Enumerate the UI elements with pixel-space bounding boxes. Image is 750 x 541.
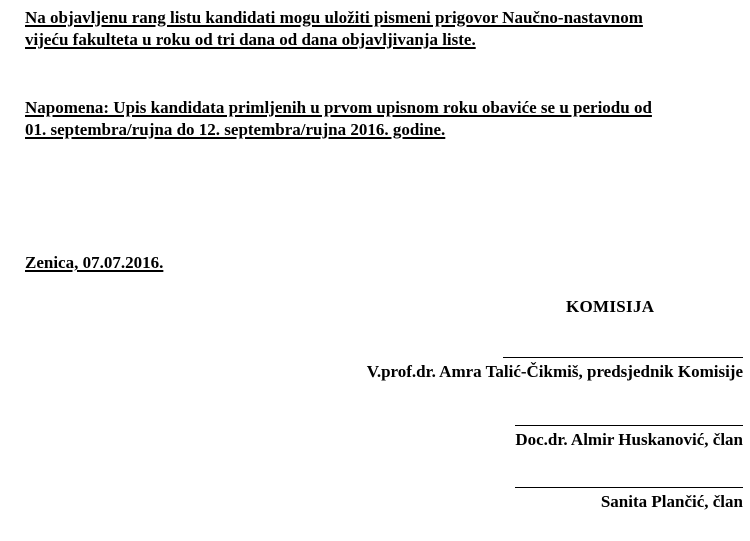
place-date: Zenica, 07.07.2016.	[25, 253, 164, 272]
objection-line-1: Na objavljenu rang listu kandidati mogu uložiti pismeni prigovor Naučno-nastavnom	[25, 8, 643, 27]
commission-title: KOMISIJA	[566, 297, 655, 316]
note-line-1: Napomena: Upis kandidata primljenih u prvom upisnom roku obaviće se u periodu od	[25, 98, 652, 117]
commission-member-name: Doc.dr. Almir Huskanović, član	[515, 430, 743, 449]
objection-line-2: vijeću fakulteta u roku od tri dana od dana objavljivanja liste.	[25, 30, 476, 49]
commission-chair-name: V.prof.dr. Amra Talić-Čikmiš, predsjednik Komisije	[366, 362, 743, 381]
note-paragraph	[25, 97, 735, 141]
commission-member-name: Sanita Plančić, član	[600, 492, 743, 511]
signature-line	[515, 487, 743, 488]
signature-line	[515, 425, 743, 426]
signature-line	[503, 357, 743, 358]
note-line-2: 01. septembra/rujna do 12. septembra/rujna 2016. godine.	[25, 120, 446, 139]
objection-paragraph	[25, 7, 735, 51]
